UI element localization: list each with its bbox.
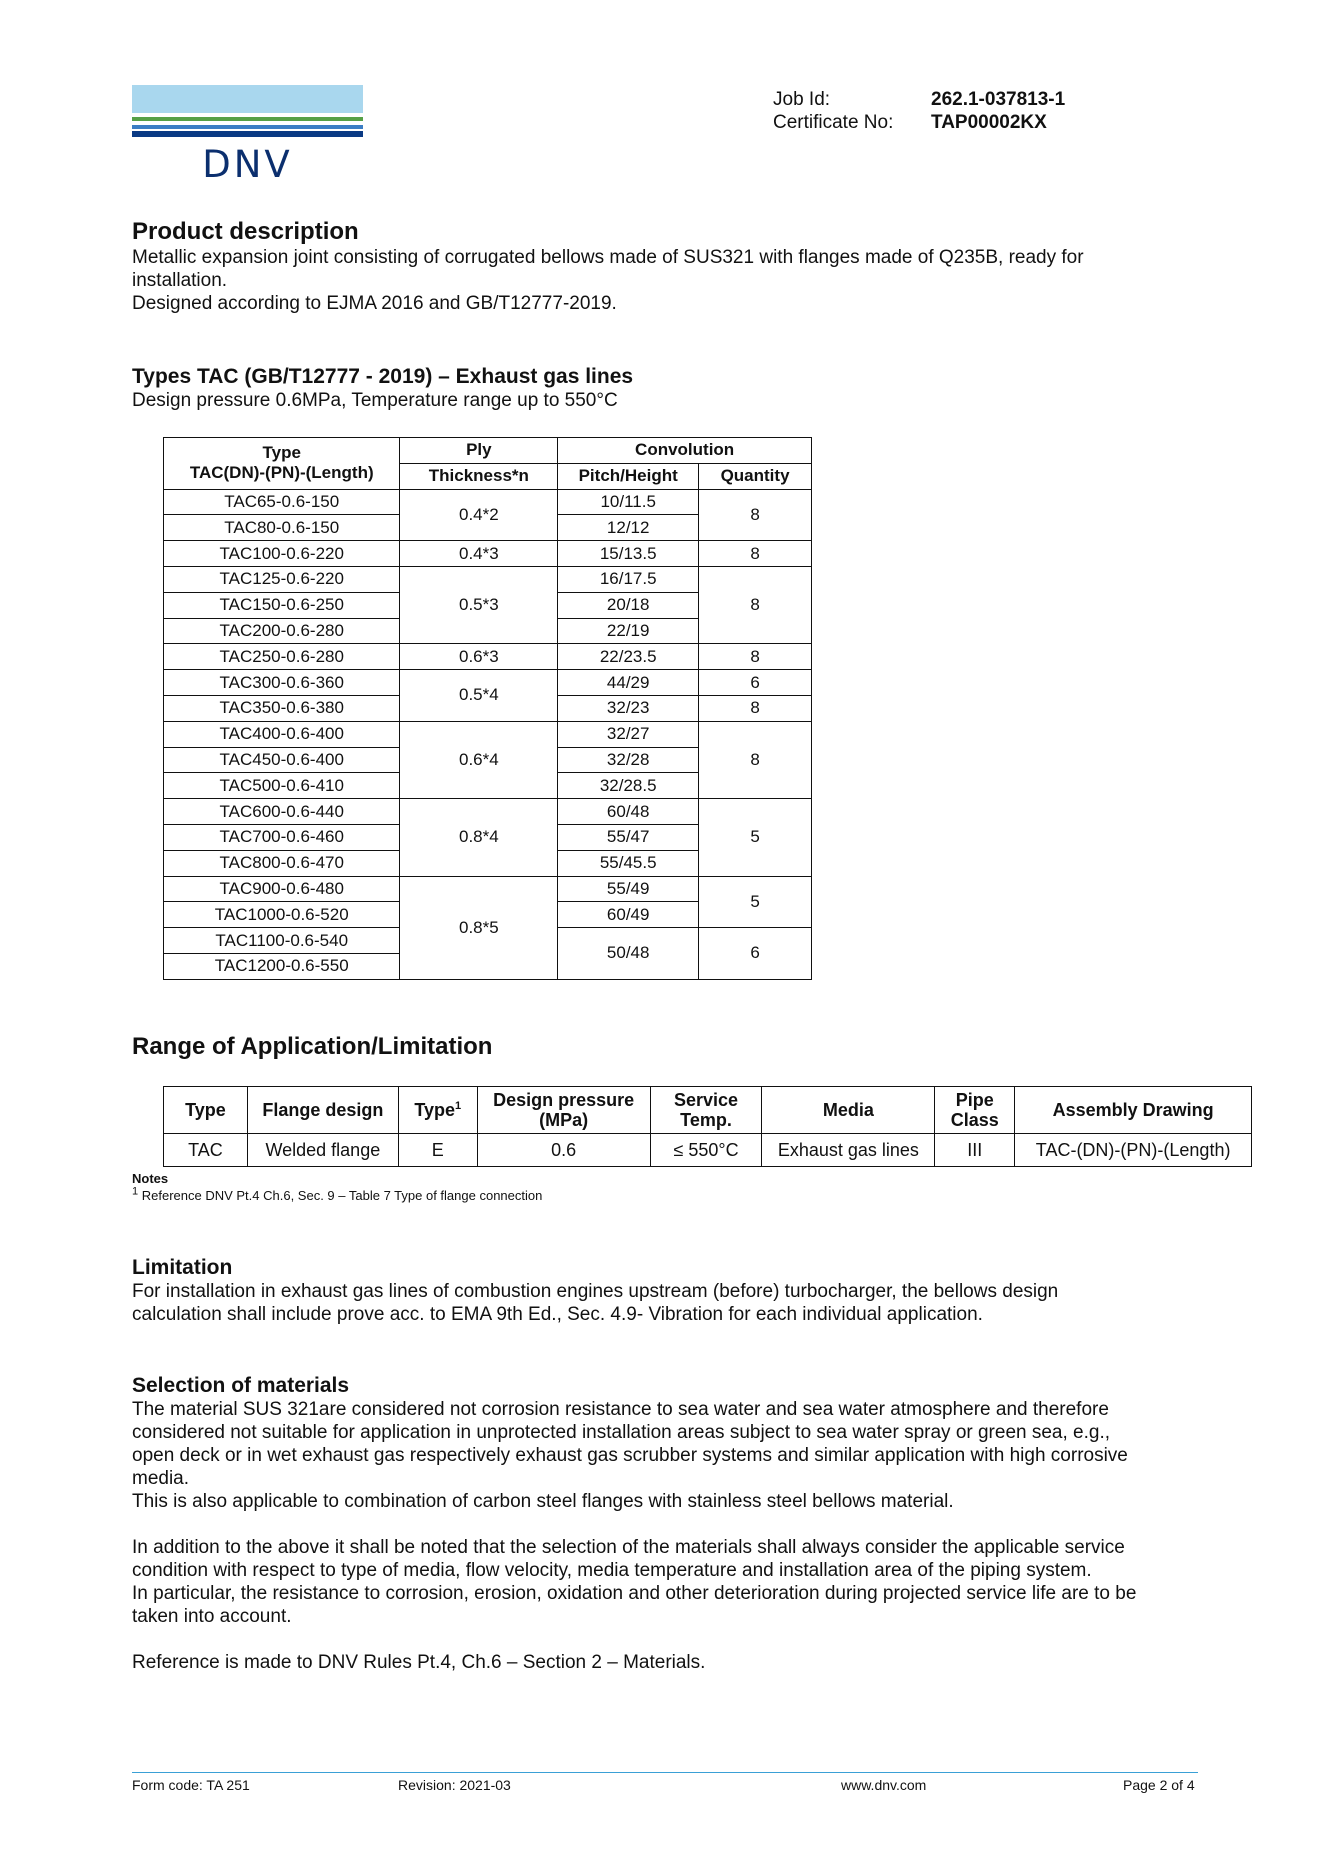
table-header-row: [164, 438, 812, 464]
column-header-design-pressure: Design pressure (MPa): [477, 1087, 650, 1134]
logo-bar-light-blue: [132, 85, 363, 113]
certificate-no-value: TAP00002KX: [931, 112, 1047, 133]
table-row: [164, 566, 812, 592]
column-header-flange-design: Flange design: [247, 1087, 398, 1134]
pitch-cell: 16/17.5: [558, 566, 699, 592]
pipe-class-cell: III: [935, 1134, 1015, 1167]
type-cell: TAC80-0.6-150: [164, 515, 400, 541]
materials-section: [132, 1373, 1212, 1674]
table-row: [164, 541, 812, 567]
quantity-cell: 5: [699, 799, 812, 876]
type-cell: TAC700-0.6-460: [164, 824, 400, 850]
footer-form-code: Form code: TA 251: [132, 1777, 250, 1793]
pitch-cell: 55/49: [558, 876, 699, 902]
assembly-cell: TAC-(DN)-(PN)-(Length): [1015, 1134, 1252, 1167]
product-description-line: installation.: [132, 270, 228, 291]
type-cell: TAC1200-0.6-550: [164, 953, 400, 979]
column-header-type: Type: [164, 1087, 248, 1134]
product-description-heading: Product description: [132, 218, 359, 245]
pitch-cell: 44/29: [558, 670, 699, 696]
logo-wordmark: DNV: [202, 143, 293, 186]
limitation-line: For installation in exhaust gas lines of combustion engines upstream (before) turbocharger, the bellows design: [132, 1281, 1059, 1302]
type-cell: TAC300-0.6-360: [164, 670, 400, 696]
table-row: [164, 799, 812, 825]
type-cell: TAC450-0.6-400: [164, 747, 400, 773]
pitch-cell: 32/23: [558, 695, 699, 721]
quantity-cell: 5: [699, 876, 812, 928]
materials-line: open deck or in wet exhaust gas respectively exhaust gas scrubber systems and similar application with high corrosive: [132, 1445, 1128, 1466]
types-section: [132, 364, 1212, 412]
type-1-cell: E: [398, 1134, 477, 1167]
type-cell: TAC100-0.6-220: [164, 541, 400, 567]
table-row: [164, 644, 812, 670]
pitch-cell: 60/48: [558, 799, 699, 825]
quantity-cell: 8: [699, 695, 812, 721]
pitch-cell: 32/27: [558, 721, 699, 747]
certificate-header: [773, 88, 1065, 134]
pitch-cell: 20/18: [558, 592, 699, 618]
materials-line: considered not suitable for application in unprotected installation areas subject to sea water spray or green sea, e.g.,: [132, 1422, 1111, 1443]
job-id-label: Job Id:: [773, 89, 831, 110]
ply-cell: 0.5*4: [400, 670, 558, 722]
footer-website[interactable]: www.dnv.com: [841, 1777, 927, 1793]
type-cell: TAC150-0.6-250: [164, 592, 400, 618]
service-temp-cell: ≤ 550°C: [650, 1134, 762, 1167]
type-cell: TAC900-0.6-480: [164, 876, 400, 902]
quantity-cell: 8: [699, 566, 812, 643]
logo-bar-green: [132, 117, 363, 121]
note-1: $^1$ Reference DNV Pt.4 Ch.6, Sec. 9 – Table 7 Type of flange connection: [132, 1185, 543, 1203]
materials-line: In addition to the above it shall be noted that the selection of the materials shall always consider the applicable service: [132, 1537, 1125, 1558]
pitch-cell: 22/23.5: [558, 644, 699, 670]
pressure-cell: 0.6: [477, 1134, 650, 1167]
spacer: [132, 1513, 1212, 1536]
table-row: [164, 489, 812, 515]
ply-cell: 0.4*3: [400, 541, 558, 567]
materials-line: The material SUS 321are considered not corrosion resistance to sea water and sea water atmosphere and therefore: [132, 1399, 1109, 1420]
job-id-row: [773, 88, 1065, 111]
column-header-type: Type TAC(DN)-(PN)-(Length): [164, 438, 400, 490]
ply-cell: 0.8*5: [400, 876, 558, 979]
pitch-cell: 32/28.5: [558, 773, 699, 799]
ply-cell: 0.8*4: [400, 799, 558, 876]
quantity-cell: 8: [699, 541, 812, 567]
column-header-assembly-drawing: Assembly Drawing: [1015, 1087, 1252, 1134]
product-description-line: Designed according to EJMA 2016 and GB/T12777-2019.: [132, 293, 617, 314]
column-header-convolution: Convolution: [558, 438, 812, 464]
materials-line: In particular, the resistance to corrosion, erosion, oxidation and other deterioration during projected service life are to be: [132, 1583, 1137, 1604]
limitation-line: calculation shall include prove acc. to EMA 9th Ed., Sec. 4.9- Vibration for each individual application.: [132, 1304, 983, 1325]
materials-line: This is also applicable to combination of carbon steel flanges with stainless steel bellows material.: [132, 1491, 954, 1512]
types-table: [163, 437, 812, 980]
type-cell: TAC1100-0.6-540: [164, 928, 400, 954]
range-section: [132, 1033, 1212, 1061]
ply-cell: 0.6*4: [400, 721, 558, 798]
quantity-cell: 6: [699, 670, 812, 696]
table-header-row: [164, 1087, 1252, 1134]
materials-heading: Selection of materials: [132, 1374, 350, 1397]
type-cell: TAC400-0.6-400: [164, 721, 400, 747]
pitch-cell: 10/11.5: [558, 489, 699, 515]
notes-title: Notes: [132, 1171, 169, 1186]
type-cell: TAC350-0.6-380: [164, 695, 400, 721]
media-cell: Exhaust gas lines: [762, 1134, 935, 1167]
column-header-service-temp: Service Temp.: [650, 1087, 762, 1134]
product-description-section: [132, 218, 1212, 315]
type-cell: TAC600-0.6-440: [164, 799, 400, 825]
type-cell: TAC800-0.6-470: [164, 850, 400, 876]
pitch-cell: 60/49: [558, 902, 699, 928]
pitch-cell: 50/48: [558, 928, 699, 980]
column-header-ply: Ply: [400, 438, 558, 464]
range-heading: Range of Application/Limitation: [132, 1033, 493, 1060]
product-description-line: Metallic expansion joint consisting of corrugated bellows made of SUS321 with flanges made of Q235B, ready for: [132, 247, 1084, 268]
quantity-cell: 6: [699, 928, 812, 980]
pitch-cell: 15/13.5: [558, 541, 699, 567]
footer-page-number: Page 2 of 4: [1123, 1777, 1195, 1793]
job-id-value: 262.1-037813-1: [931, 89, 1066, 110]
spacer: [132, 1628, 1212, 1651]
pitch-cell: 22/19: [558, 618, 699, 644]
certificate-no-row: [773, 111, 1065, 134]
column-header-pitch-height: Pitch/Height: [558, 463, 699, 489]
range-table: [163, 1086, 1252, 1167]
pitch-cell: 32/28: [558, 747, 699, 773]
ply-cell: 0.5*3: [400, 566, 558, 643]
pitch-cell: 55/47: [558, 824, 699, 850]
flange-cell: Welded flange: [247, 1134, 398, 1167]
table-row: [164, 670, 812, 696]
type-cell: TAC125-0.6-220: [164, 566, 400, 592]
column-header-pipe-class: Pipe Class: [935, 1087, 1015, 1134]
type-cell: TAC1000-0.6-520: [164, 902, 400, 928]
type-cell: TAC65-0.6-150: [164, 489, 400, 515]
column-header-quantity: Quantity: [699, 463, 812, 489]
type-cell: TAC: [164, 1134, 248, 1167]
materials-line: media.: [132, 1468, 190, 1489]
type-cell: TAC200-0.6-280: [164, 618, 400, 644]
footer-revision: Revision: 2021-03: [398, 1777, 511, 1793]
table-row: [164, 876, 812, 902]
column-header-type-1: Type$^1$: [398, 1087, 477, 1134]
quantity-cell: 8: [699, 489, 812, 541]
notes: [132, 1170, 542, 1204]
ply-cell: 0.4*2: [400, 489, 558, 541]
pitch-cell: 12/12: [558, 515, 699, 541]
materials-line: condition with respect to type of media, flow velocity, media temperature and installation area of the piping system.: [132, 1560, 1092, 1581]
limitation-section: [132, 1255, 1212, 1326]
certificate-no-label: Certificate No:: [773, 112, 894, 133]
footer-divider: [132, 1772, 1198, 1773]
materials-line: taken into account.: [132, 1606, 292, 1627]
table-row: [164, 721, 812, 747]
logo-bar-dark-blue: [132, 131, 363, 137]
quantity-cell: 8: [699, 721, 812, 798]
column-header-thickness: Thickness*n: [400, 463, 558, 489]
limitation-heading: Limitation: [132, 1256, 233, 1279]
dnv-logo: [132, 85, 363, 185]
types-subheading: Design pressure 0.6MPa, Temperature range up to 550°C: [132, 390, 618, 411]
quantity-cell: 8: [699, 644, 812, 670]
type-cell: TAC250-0.6-280: [164, 644, 400, 670]
logo-bar-blue: [132, 125, 363, 129]
column-header-media: Media: [762, 1087, 935, 1134]
type-cell: TAC500-0.6-410: [164, 773, 400, 799]
types-heading: Types TAC (GB/T12777 - 2019) – Exhaust gas lines: [132, 365, 634, 388]
table-row: [164, 1134, 1252, 1167]
ply-cell: 0.6*3: [400, 644, 558, 670]
materials-reference: Reference is made to DNV Rules Pt.4, Ch.6 – Section 2 – Materials.: [132, 1652, 706, 1673]
pitch-cell: 55/45.5: [558, 850, 699, 876]
